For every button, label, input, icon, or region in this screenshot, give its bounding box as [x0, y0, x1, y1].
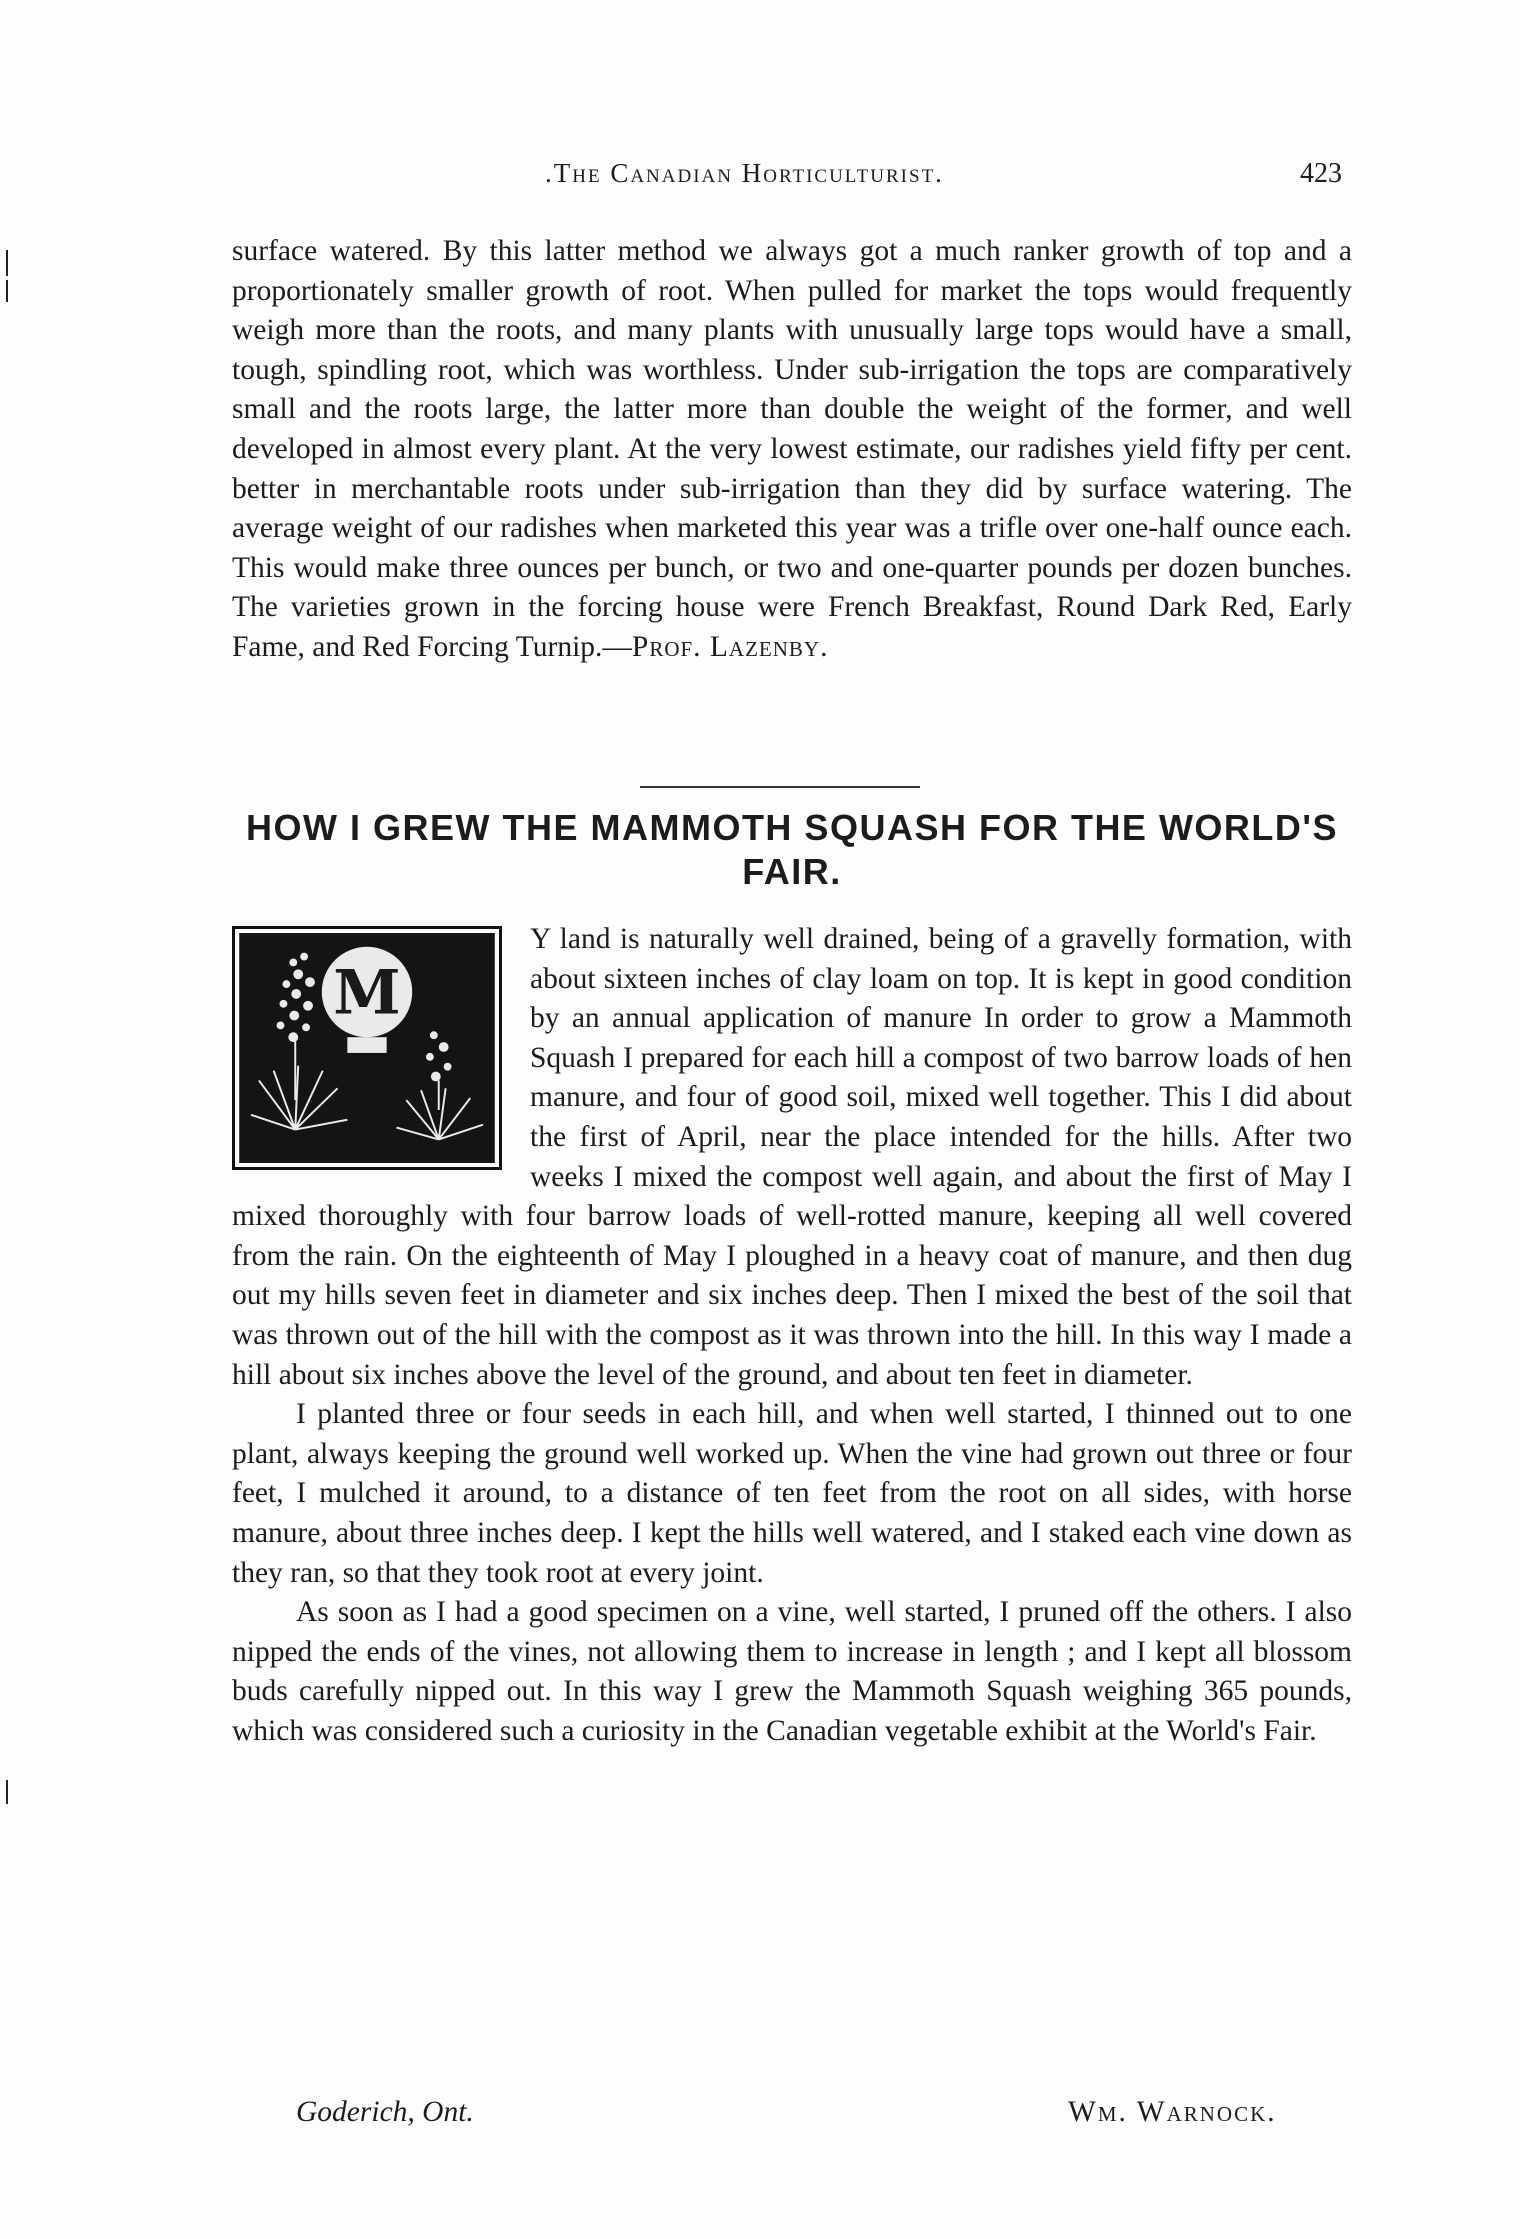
section-divider [640, 786, 920, 788]
paragraph-2: I planted three or four seeds in each hill, and when well started, I thinned out to one plant, always keeping the ground well worked up. When the vine had grown out three or four feet, I mulched it around, to a distance of ten feet from the root on all sides, with horse manure, about three inches deep. I kept the hills well watered, and I staked each vine down as they ran, so that they took root at every joint. [232, 1398, 1352, 1589]
paragraph-1: Y land is naturally well drained, being of a gravelly formation, with about sixteen inches of clay loam on top. It is kept in good condition by an annual application of manure In order to grow a Mammoth Squash I prepared for each hill a compost of two barrow loads of hen manure, and four of good soil, mixed well together. This I did about the first of April, near the place intended for the hills. After two weeks I mixed the compost well again, and about the first of May I mixed thoroughly with four barrow loads of well-rotted manure, keeping all well covered from the rain. On the eighteenth of May I ploughed in a heavy coat of manure, and then dug out my hills seven feet in diameter and six inches deep. Then I mixed the best of the soil that was thrown out of the hill with the compost as it was thrown into the hill. In this way I made a hill about six inches above the level of the ground, and about ten feet in diameter. [232, 923, 1352, 1391]
continued-author: Prof. Lazenby. [631, 630, 829, 663]
signature-place: Goderich, Ont. [296, 2096, 474, 2128]
margin-mark [6, 1780, 8, 1804]
article-body [232, 920, 1352, 1751]
margin-mark [6, 280, 8, 302]
margin-mark [6, 250, 8, 276]
article-title: HOW I GREW THE MAMMOTH SQUASH FOR THE WORLD'S FAIR. [246, 807, 1338, 892]
continued-text: surface watered. By this latter method we always got a much ranker growth of top and a proportionately smaller growth of root. When pulled for market the tops would frequently weigh more than the roots, and many plants with unusually large tops would have a small, tough, spindling root, which was worthless. Under sub-irrigation the tops are comparatively small and the roots large, the latter more than double the weight of the former, and well developed in almost every plant. At the very lowest estimate, our radishes yield fifty per cent. better in merchantable roots under sub-irrigation than they did by surface watering. The average weight of our radishes when marketed this year was a trifle over one-half ounce each. This would make three ounces per bunch, or two and one-quarter pounds per dozen bunches. The varieties grown in the forcing house were French Breakfast, Round Dark Red, Early Fame, and Red Forcing Turnip.— [232, 235, 1352, 663]
running-head: .The Canadian Horticulturist. [545, 158, 944, 188]
yucca-plant-icon [239, 933, 495, 1163]
continued-paragraph [232, 232, 1352, 668]
drop-cap-illustration [232, 926, 502, 1170]
signature-author: Wm. Warnock. [1068, 2096, 1277, 2128]
page-number: 423 [1300, 158, 1342, 189]
paragraph-3: As soon as I had a good specimen on a vine, well started, I pruned off the others. I also nipped the ends of the vines, not allowing them to increase in length ; and I kept all blossom buds carefully nipped out. In this way I grew the Mammoth Squash weighing 365 pounds, which was considered such a curiosity in the Canadian vegetable exhibit at the World's Fair. [232, 1596, 1352, 1747]
drop-cap-letter: M [333, 957, 401, 1029]
